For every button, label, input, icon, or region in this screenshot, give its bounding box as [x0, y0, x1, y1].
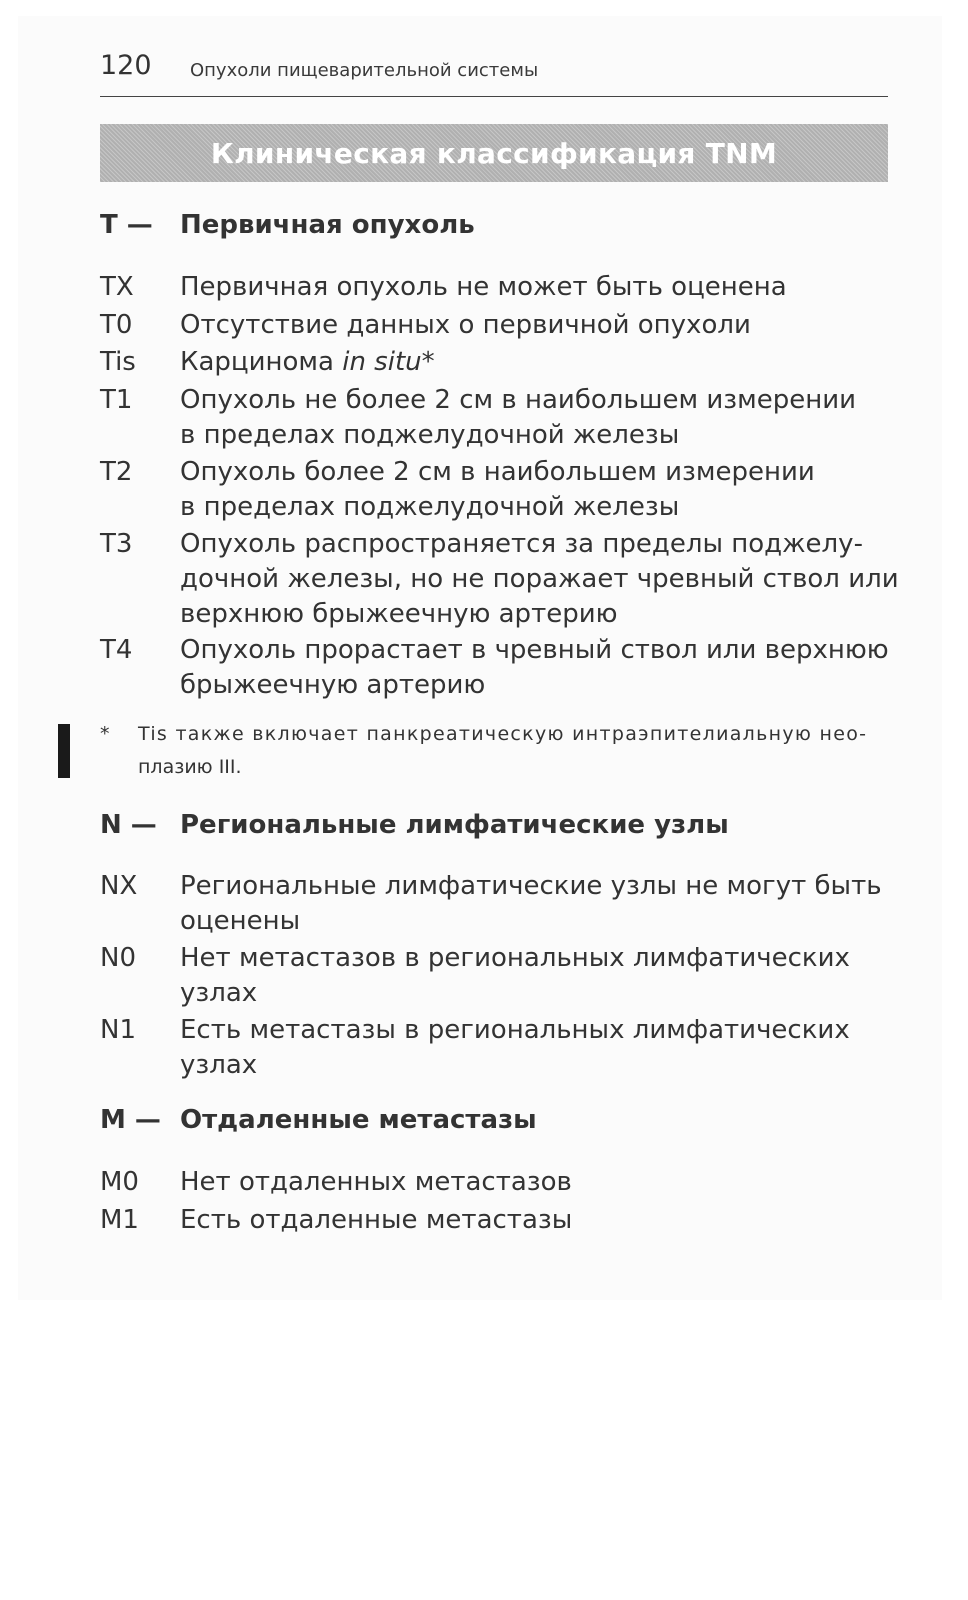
entry-description — [180, 1203, 890, 1238]
entry-description — [180, 869, 890, 939]
entry-description — [180, 633, 890, 703]
section-banner — [100, 124, 888, 182]
footnote-text — [138, 718, 888, 784]
entry-code: N1 — [100, 1015, 136, 1045]
entry-line: Есть метастазы в региональных лимфатических — [180, 1015, 850, 1045]
footnote-line: плазию III. — [138, 756, 242, 778]
margin-marker-bar — [58, 724, 70, 778]
running-head — [100, 48, 888, 97]
entry-description — [180, 383, 890, 453]
entry-line: брыжеечную артерию — [180, 670, 486, 700]
entry-text: Карцинома — [180, 347, 343, 377]
banner-title: Клиническая классификация TNM — [210, 136, 778, 170]
entry-line: Первичная опухоль не может быть оценена — [180, 272, 787, 302]
entry-line: узлах — [180, 978, 258, 1008]
entry-code: NX — [100, 871, 138, 901]
entry-description — [180, 270, 890, 305]
entry-code: T1 — [100, 385, 133, 415]
entry-code: Tis — [100, 347, 136, 377]
entry-line — [180, 345, 890, 380]
page-number: 120 — [100, 50, 152, 81]
t-section-code: T — — [100, 210, 153, 240]
entry-line: узлах — [180, 1050, 258, 1080]
entry-line: Опухоль распространяется за пределы поджелу- — [180, 529, 863, 559]
entry-line: Опухоль прорастает в чревный ствол или верхнюю — [180, 635, 889, 665]
entry-italic-text: in situ — [342, 347, 422, 377]
entry-description — [180, 1013, 890, 1083]
entry-code: T4 — [100, 635, 133, 665]
entry-code: N0 — [100, 943, 136, 973]
m-section-code: M — — [100, 1105, 161, 1135]
entry-code: TX — [100, 272, 134, 302]
entry-line: оценены — [180, 906, 301, 936]
entry-code: T0 — [100, 310, 133, 340]
n-section-title: Региональные лимфатические узлы — [180, 810, 729, 840]
n-section-code: N — — [100, 810, 157, 840]
entry-description — [180, 345, 890, 380]
entry-line: Нет метастазов в региональных лимфатических — [180, 943, 850, 973]
entry-description — [180, 308, 890, 343]
entry-line: в пределах поджелудочной железы — [180, 420, 680, 450]
entry-line: Опухоль не более 2 см в наибольшем измерении — [180, 385, 856, 415]
entry-line: верхнюю брыжеечную артерию — [180, 599, 618, 629]
entry-line: Опухоль более 2 см в наибольшем измерении — [180, 457, 815, 487]
entry-line: Региональные лимфатические узлы не могут быть — [180, 871, 882, 901]
entry-code: T3 — [100, 529, 133, 559]
entry-description — [180, 527, 899, 632]
entry-line: в пределах поджелудочной железы — [180, 492, 680, 522]
entry-description — [180, 455, 890, 525]
entry-line: Отсутствие данных о первичной опухоли — [180, 310, 751, 340]
entry-line: Нет отдаленных метастазов — [180, 1167, 572, 1197]
t-section-title: Первичная опухоль — [180, 210, 475, 240]
footnote-reference: * — [421, 347, 435, 377]
footnote-line: Tis также включает панкреатическую интраэпителиальную нео- — [138, 723, 868, 745]
chapter-title: Опухоли пищеварительной системы — [190, 60, 539, 81]
entry-description — [180, 1165, 890, 1200]
entry-code: M0 — [100, 1167, 139, 1197]
entry-code: T2 — [100, 457, 133, 487]
m-section-title: Отдаленные метастазы — [180, 1105, 537, 1135]
entry-code: M1 — [100, 1205, 139, 1235]
entry-line: дочной железы, но не поражает чревный ствол или — [180, 564, 899, 594]
entry-line: Есть отдаленные метастазы — [180, 1205, 573, 1235]
entry-description — [180, 941, 890, 1011]
footnote-mark: * — [100, 723, 110, 745]
